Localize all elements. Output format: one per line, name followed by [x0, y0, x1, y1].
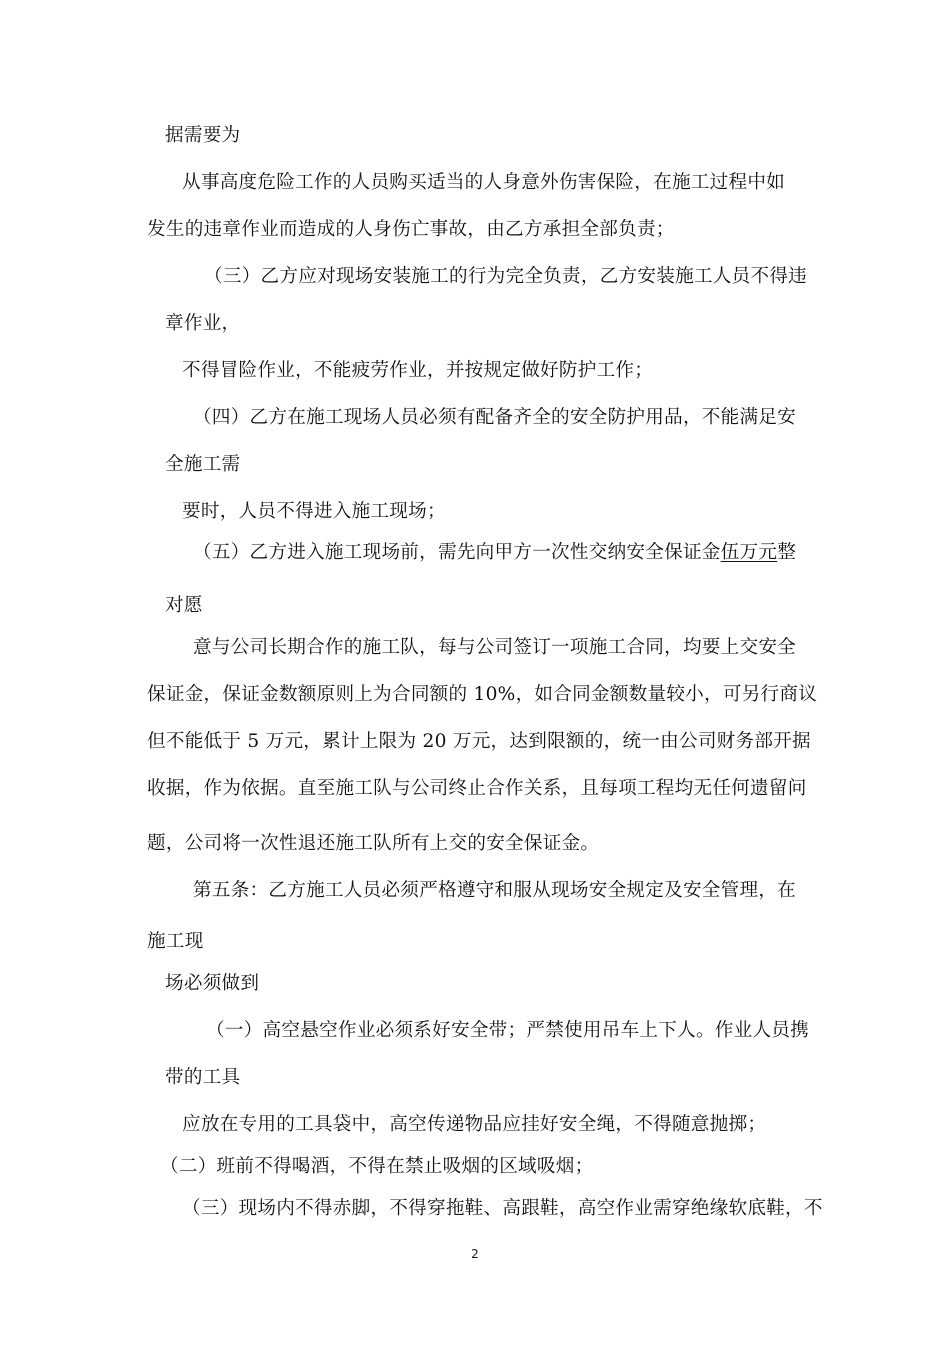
- text-segment: 整: [777, 542, 797, 563]
- text-line: 但不能低于 5 万元，累计上限为 20 万元，达到限额的，统一由公司财务部开据: [147, 731, 811, 752]
- text-line: 对愿: [165, 595, 203, 616]
- text-line: 题，公司将一次性退还施工队所有上交的安全保证金。: [147, 833, 600, 854]
- text-line: 据需要为: [165, 125, 241, 146]
- text-segment: （五）乙方进入施工现场前，需先向甲方一次性交纳安全保证金: [193, 542, 721, 563]
- text-line: 不得冒险作业，不能疲劳作业，并按规定做好防护工作；: [182, 360, 654, 381]
- text-line: 全施工需: [165, 454, 241, 475]
- text-line: 带的工具: [165, 1067, 241, 1088]
- text-line: 从事高度危险工作的人员购买适当的人身意外伤害保险，在施工过程中如: [182, 172, 786, 193]
- text-line: 场必须做到: [165, 973, 260, 994]
- text-line: 发生的违章作业而造成的人身伤亡事故，由乙方承担全部负责；: [147, 219, 675, 240]
- text-line: 章作业，: [165, 313, 241, 334]
- text-line: （三）现场内不得赤脚，不得穿拖鞋、高跟鞋，高空作业需穿绝缘软底鞋，不: [182, 1198, 823, 1219]
- text-line: 保证金，保证金数额原则上为合同额的 10%，如合同金额数量较小，可另行商议: [147, 684, 818, 705]
- page-number: 2: [471, 1247, 479, 1261]
- text-line: （三）乙方应对现场安装施工的行为完全负责，乙方安装施工人员不得违: [204, 266, 808, 287]
- text-line: 施工现: [147, 931, 204, 952]
- text-line: （一）高空悬空作业必须系好安全带；严禁使用吊车上下人。作业人员携: [206, 1020, 810, 1041]
- text-line: 收据，作为依据。直至施工队与公司终止合作关系，且每项工程均无任何遗留问: [147, 778, 807, 799]
- text-line: （二）班前不得喝酒，不得在禁止吸烟的区域吸烟；: [160, 1156, 594, 1177]
- text-line: 应放在专用的工具袋中，高空传递物品应挂好安全绳，不得随意抛掷；: [182, 1114, 767, 1135]
- text-line: 第五条：乙方施工人员必须严格遵守和服从现场安全规定及安全管理，在: [193, 880, 797, 901]
- text-line: [193, 541, 796, 565]
- underlined-amount: 伍万元: [720, 542, 778, 563]
- text-line: 意与公司长期合作的施工队，每与公司签订一项施工合同，均要上交安全: [193, 637, 797, 658]
- text-line: （四）乙方在施工现场人员必须有配备齐全的安全防护用品，不能满足安: [193, 407, 797, 428]
- text-line: 要时，人员不得进入施工现场；: [182, 501, 446, 522]
